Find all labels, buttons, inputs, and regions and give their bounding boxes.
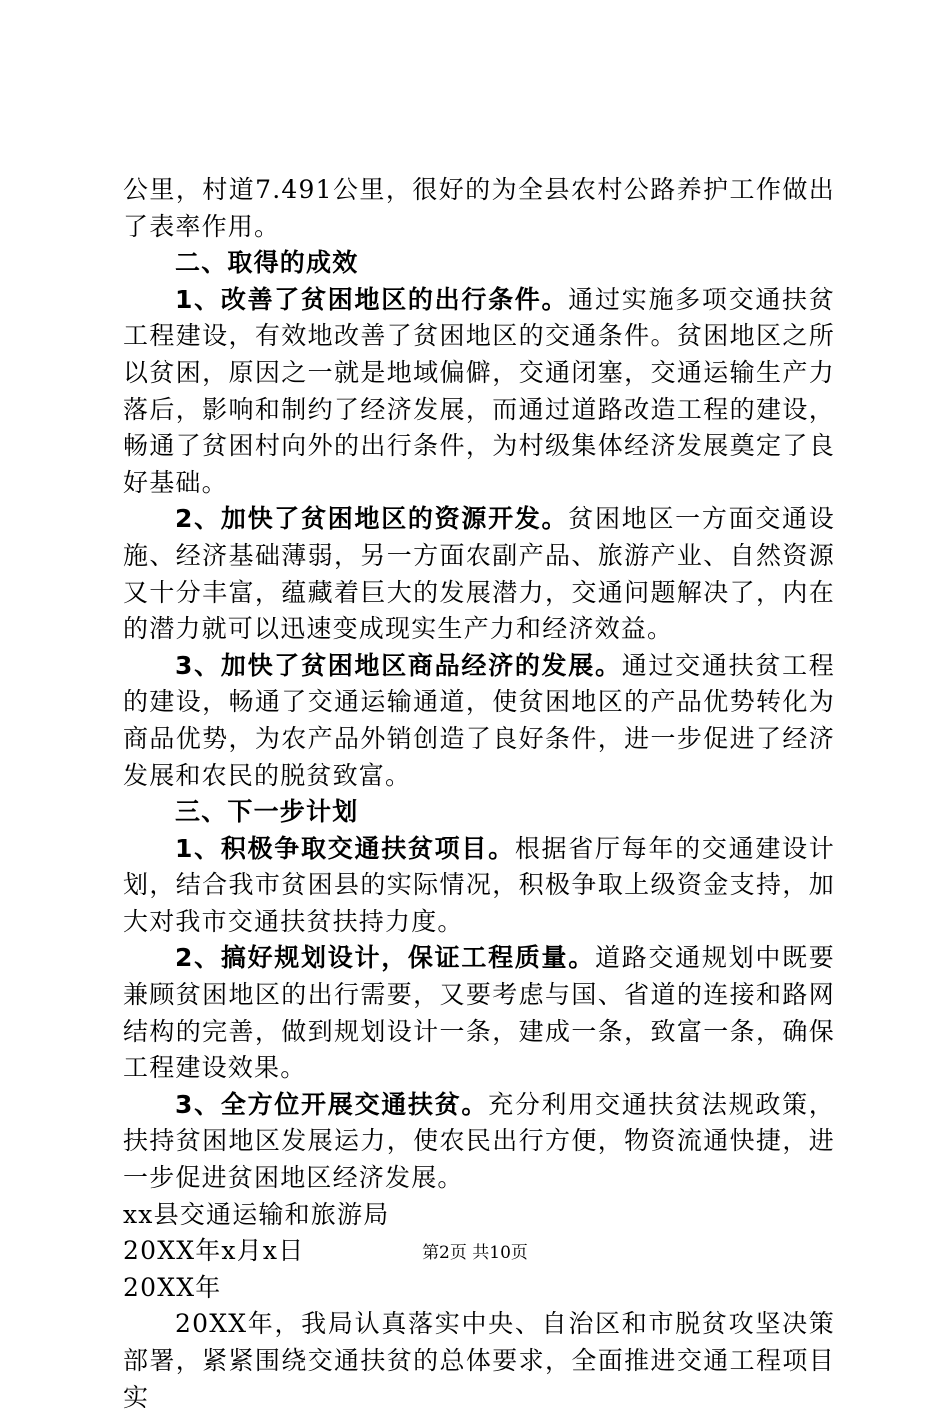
paragraph-text: 通过实施多项交通扶贫工程建设，有效地改善了贫困地区的交通条件。贫困地区之所以贫困，原因之一就是地域偏僻，交通闭塞，交通运输生产力落后，影响和制约了经济发展，而通过道路改造工程的建设，畅通了贫困村向外的出行条件，为村级集体经济发展奠定了良好基础。 [123,284,835,497]
paragraph-plan-3 [123,1087,835,1197]
paragraph-lead: 3、全方位开展交通扶贫。 [175,1089,489,1119]
document-body [123,172,835,1416]
paragraph-lead: 2、加快了贫困地区的资源开发。 [175,504,569,534]
paragraph-text: 贫困地区一方面交通设施、经济基础薄弱，另一方面农副产品、旅游产业、自然资源又十分丰富，蕴藏着巨大的发展潜力，交通问题解决了，内在的潜力就可以迅速变成现实生产力和经济效益。 [123,504,835,644]
paragraph-plan-2 [123,940,835,1086]
paragraph-text: 道路交通规划中既要兼顾贫困地区的出行需要，又要考虑与国、省道的连接和路网结构的完善，做到规划设计一条，建成一条，致富一条，确保工程建设效果。 [123,943,835,1083]
paragraph-text: 充分利用交通扶贫法规政策，扶持贫困地区发展运力，使农民出行方便，物资流通快捷，进一步促进贫困地区经济发展。 [123,1089,835,1193]
paragraph-lead: 2、搞好规划设计，保证工程质量。 [175,943,595,973]
signature-organization: xx县交通运输和旅游局 [123,1199,390,1229]
paragraph-lead: 1、改善了贫困地区的出行条件。 [175,284,569,314]
paragraph-achievement-2 [123,501,835,647]
paragraph-plan-1 [123,831,835,941]
paragraph-text: 根据省厅每年的交通建设计划，结合我市贫困县的实际情况，积极争取上级资金支持，加大对我市交通扶贫扶持力度。 [123,833,836,936]
section-heading-achievements: 二、取得的成效 [175,248,359,278]
year-line: 20XX年 [123,1272,222,1302]
section-heading-next-steps: 三、下一步计划 [175,797,359,827]
paragraph-text: 通过交通扶贫工程的建设，畅通了交通运输通道，使贫困地区的产品优势转化为商品优势，为农产品外销创造了良好条件，进一步促进了经济发展和农民的脱贫致富。 [123,650,835,790]
signature-date: 20XX年x月x日 [123,1236,305,1266]
paragraph-achievement-1 [123,282,835,502]
paragraph-next-document: 20XX年，我局认真落实中央、自治区和市脱贫攻坚决策部署，紧紧围绕交通扶贫的总体要求，全面推进交通工程项目实 [123,1309,835,1412]
paragraph-lead: 3、加快了贫困地区商品经济的发展。 [175,650,622,680]
paragraph-achievement-3 [123,648,835,794]
paragraph-continuation: 公里，村道7.491公里，很好的为全县农村公路养护工作做出了表率作用。 [123,175,835,241]
paragraph-lead: 1、积极争取交通扶贫项目。 [175,833,515,863]
page-footer: 第2页 共10页 [422,1243,528,1263]
